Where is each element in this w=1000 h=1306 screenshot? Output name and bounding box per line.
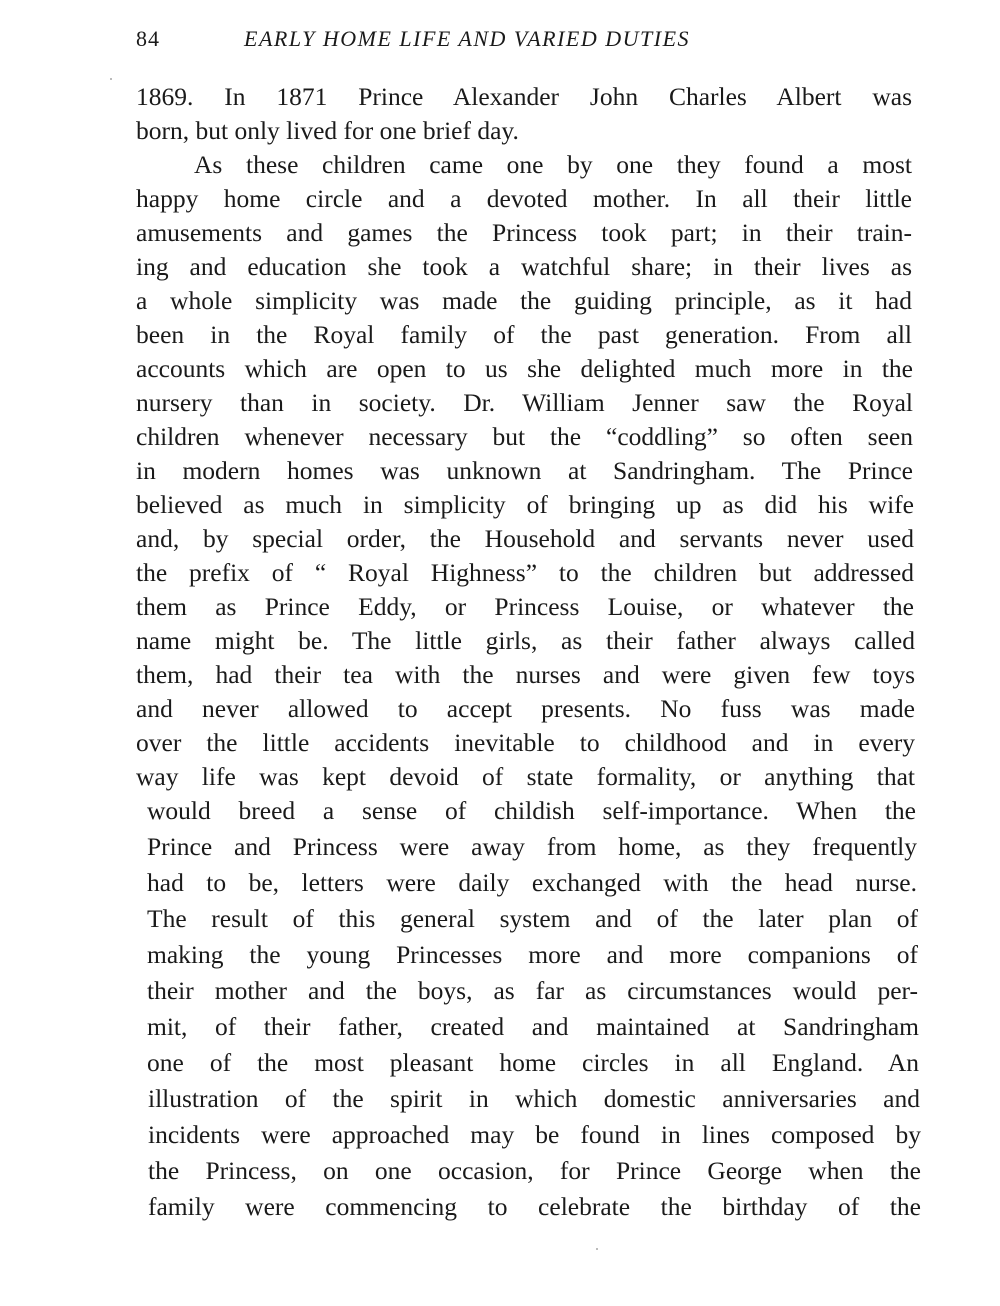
page-number: 84 [136,26,160,51]
text-line: incidents were approached may be found in lines composed by [148,1120,921,1149]
text-line: over the little accidents inevitable to childhood and in every [136,728,915,757]
text-line: The result of this general system and of the later plan of [147,904,918,933]
text-line: their mother and the boys, as far as circumstances would per- [147,976,918,1005]
text-line: them, had their tea with the nurses and were given few toys [136,660,915,689]
text-line: Prince and Princess were away from home, as they frequently [147,832,917,861]
text-line: accounts which are open to us she delighted much more in the [136,354,913,383]
text-line: the prefix of “ Royal Highness” to the children but addressed [136,558,914,587]
text-line: a whole simplicity was made the guiding principle, as it had [136,286,912,315]
text-line: making the young Princesses more and more companions of [147,940,918,969]
text-line: amusements and games the Princess took part; in their train- [136,218,912,247]
text-line: one of the most pleasant home circles in all England. An [147,1048,919,1077]
paragraph-first-line: As these children came one by one they found a most [194,150,912,179]
text-line: them as Prince Eddy, or Princess Louise, or whatever the [136,592,914,621]
text-line: and, by special order, the Household and servants never used [136,524,914,553]
text-line: mit, of their father, created and maintained at Sandringham [147,1012,919,1041]
text-line: had to be, letters were daily exchanged with the head nurse. [147,868,917,897]
text-line: children whenever necessary but the “coddling” so often seen [136,422,913,451]
scan-speck [110,78,112,80]
text-line: illustration of the spirit in which domestic anniversaries and [148,1084,920,1113]
text-line: happy home circle and a devoted mother. In all their little [136,184,912,213]
text-line: name might be. The little girls, as their father always called [136,626,915,655]
text-line: way life was kept devoid of state formality, or anything that [136,762,915,791]
text-line: the Princess, on one occasion, for Prince George when the [148,1156,921,1185]
text-line: been in the Royal family of the past generation. From all [136,320,912,349]
running-title: EARLY HOME LIFE AND VARIED DUTIES [244,26,691,51]
text-line: 1869. In 1871 Prince Alexander John Charles Albert was [136,82,912,111]
text-line: born, but only lived for one brief day. [136,116,519,145]
text-line: nursery than in society. Dr. William Jenner saw the Royal [136,388,913,417]
text-line: in modern homes was unknown at Sandringham. The Prince [136,456,913,485]
text-line: believed as much in simplicity of bringing up as did his wife [136,490,914,519]
running-head [136,26,826,58]
text-line: family were commencing to celebrate the birthday of the [148,1192,921,1221]
text-line: would breed a sense of childish self-importance. When the [147,796,916,825]
text-line: ing and education she took a watchful share; in their lives as [136,252,912,281]
scan-speck [596,1248,598,1250]
text-line: and never allowed to accept presents. No fuss was made [136,694,915,723]
